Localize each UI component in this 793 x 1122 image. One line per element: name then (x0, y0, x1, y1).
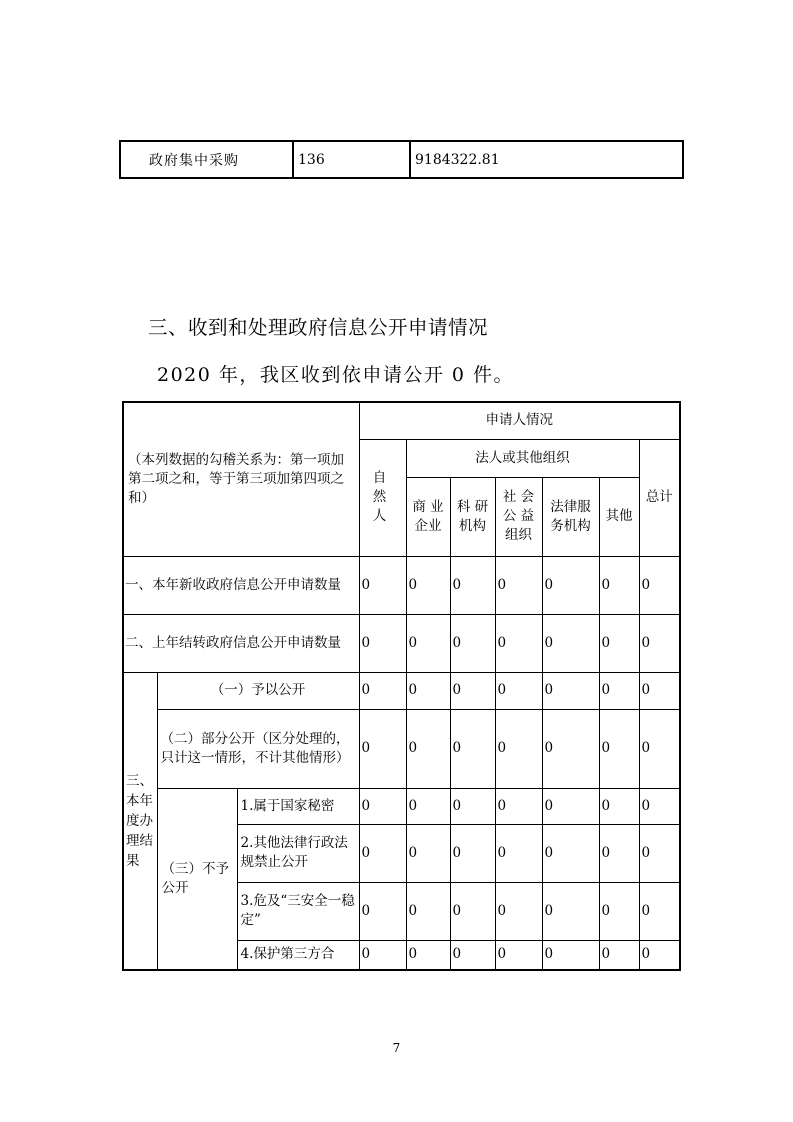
legal-service-header: 法律服务机构 (542, 477, 599, 556)
research-header: 科 研 机构 (450, 477, 495, 556)
cell-value: 0 (450, 672, 495, 709)
cell-value: 0 (542, 882, 599, 940)
cell-value: 0 (639, 556, 680, 614)
cell-value: 0 (599, 556, 639, 614)
applicant-header: 申请人情况 (359, 402, 680, 439)
procurement-label: 政府集中采购 (120, 141, 293, 178)
cell-value: 0 (495, 614, 542, 672)
commercial-header: 商 业 企业 (406, 477, 450, 556)
table-row (123, 709, 680, 788)
natural-person-header: 自 然 人 (359, 439, 406, 556)
cell-value: 0 (450, 709, 495, 788)
header-note: （本列数据的勾稽关系为：第一项加第二项之和，等于第三项加第四项之和） (123, 402, 359, 556)
table-row (123, 672, 680, 709)
row-label: 二、上年结转政府信息公开申请数量 (123, 614, 359, 672)
cell-value: 0 (359, 614, 406, 672)
cell-value: 0 (639, 614, 680, 672)
social-header: 社 会 公 益 组织 (495, 477, 542, 556)
cell-value: 0 (359, 556, 406, 614)
section-intro: 2020 年，我区收到依申请公开 0 件。 (157, 364, 515, 386)
cell-value: 0 (406, 672, 450, 709)
procurement-count: 136 (293, 141, 410, 178)
procurement-amount: 9184322.81 (410, 141, 683, 178)
cell-value: 0 (495, 882, 542, 940)
table-row (123, 614, 680, 672)
cell-value: 0 (542, 614, 599, 672)
table-row (120, 141, 683, 178)
table-row (123, 556, 680, 614)
cell-value: 0 (639, 788, 680, 824)
row-label: 3.危及“三安全一稳定” (237, 882, 359, 940)
cell-value: 0 (450, 882, 495, 940)
cell-value: 0 (599, 940, 639, 970)
table-row (123, 402, 680, 439)
cell-value: 0 (450, 614, 495, 672)
cell-value: 0 (639, 882, 680, 940)
cell-value: 0 (450, 556, 495, 614)
cell-value: 0 (359, 824, 406, 882)
cell-value: 0 (406, 824, 450, 882)
row-label: （一）予以公开 (157, 672, 359, 709)
section-heading: 三、收到和处理政府信息公开申请情况 (148, 316, 489, 339)
cell-value: 0 (495, 788, 542, 824)
row-label: 1.属于国家秘密 (237, 788, 359, 824)
cell-value: 0 (542, 672, 599, 709)
cell-value: 0 (542, 709, 599, 788)
legal-group-header: 法人或其他组织 (406, 439, 639, 477)
procurement-table (119, 140, 684, 179)
cell-value: 0 (406, 788, 450, 824)
cell-value: 0 (495, 709, 542, 788)
cell-value: 0 (359, 709, 406, 788)
row-label: 一、本年新收政府信息公开申请数量 (123, 556, 359, 614)
page-number: 7 (392, 1041, 401, 1055)
cell-value: 0 (450, 824, 495, 882)
row-group-label: 三、本年度办理结果 (123, 672, 157, 970)
cell-value: 0 (542, 788, 599, 824)
cell-value: 0 (495, 672, 542, 709)
cell-value: 0 (406, 882, 450, 940)
row-subgroup-label: （三）不予公开 (157, 788, 237, 970)
cell-value: 0 (359, 882, 406, 940)
row-label: （二）部分公开（区分处理的，只计这一情形，不计其他情形） (157, 709, 359, 788)
row-label: 2.其他法律行政法规禁止公开 (237, 824, 359, 882)
cell-value: 0 (599, 709, 639, 788)
cell-value: 0 (450, 940, 495, 970)
cell-value: 0 (495, 556, 542, 614)
cell-value: 0 (599, 614, 639, 672)
row-label: 4.保护第三方合 (237, 940, 359, 970)
cell-value: 0 (599, 788, 639, 824)
cell-value: 0 (542, 556, 599, 614)
cell-value: 0 (495, 824, 542, 882)
other-header: 其他 (599, 477, 639, 556)
cell-value: 0 (639, 672, 680, 709)
cell-value: 0 (406, 709, 450, 788)
cell-value: 0 (359, 788, 406, 824)
cell-value: 0 (450, 788, 495, 824)
cell-value: 0 (639, 824, 680, 882)
cell-value: 0 (406, 614, 450, 672)
cell-value: 0 (542, 824, 599, 882)
cell-value: 0 (599, 882, 639, 940)
cell-value: 0 (406, 556, 450, 614)
table-row (123, 788, 680, 824)
cell-value: 0 (639, 709, 680, 788)
cell-value: 0 (406, 940, 450, 970)
cell-value: 0 (359, 672, 406, 709)
cell-value: 0 (599, 672, 639, 709)
total-header: 总计 (639, 439, 680, 556)
cell-value: 0 (542, 940, 599, 970)
cell-value: 0 (639, 940, 680, 970)
cell-value: 0 (359, 940, 406, 970)
cell-value: 0 (495, 940, 542, 970)
application-table (122, 401, 681, 971)
cell-value: 0 (599, 824, 639, 882)
